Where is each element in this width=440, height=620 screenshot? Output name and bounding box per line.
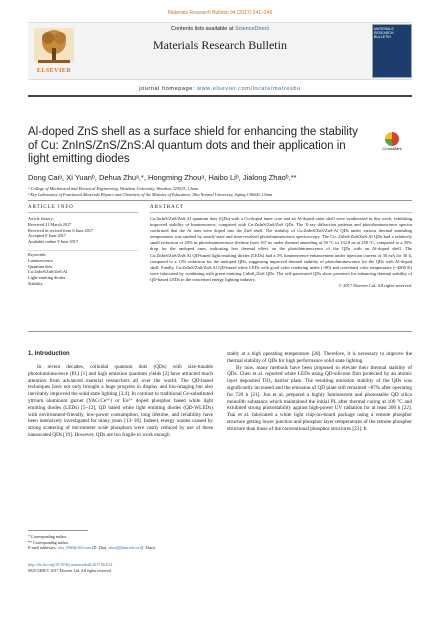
- publisher-name: ELSEVIER: [36, 68, 72, 74]
- keywords: [28, 252, 143, 287]
- email-end: (J. Zhao).: [139, 545, 156, 550]
- keyword: Stability: [28, 280, 43, 286]
- accepted-date: Accepted 8 June 2017: [28, 233, 67, 239]
- body-rule: [28, 331, 412, 332]
- article-title: Al-doped ZnS shell as a surface shield for enhancing the stability of Cu: ZnInS/ZnS/ZnS:Al quantum dots and their application in light emitting diodes: [28, 126, 358, 165]
- section-rule: [28, 200, 412, 201]
- elsevier-tree-logo: [30, 24, 78, 74]
- keyword: Light-emitting diodes: [28, 275, 66, 281]
- article-info-rule: [28, 212, 138, 213]
- revised-date: Received in revised form 6 June 2017: [28, 227, 94, 233]
- footnote-rule: [28, 530, 88, 531]
- issn-line: 0025-5408/© 2017 Elsevier Ltd. All rights reserved.: [28, 567, 112, 573]
- paragraph: stably at a high operating temperature [20]. Therefore, it is necessary to improve the thermal stability of QDs for high performance solid state lighting.: [227, 351, 412, 364]
- history-label: Article history:: [28, 216, 55, 221]
- email-prefix: E-mail addresses:: [28, 545, 58, 550]
- author-list: Dong Caiᵃ, Xi Yuanᵇ, Dehua Zhuᵃ,*, Hongming Zhouᵃ, Haibo Liᵇ, Jialong Zhaoᵇ,**: [28, 173, 297, 182]
- abstract-heading: ABSTRACT: [150, 205, 185, 210]
- abstract-text: Cu:ZnInS/ZnS/ZnS:Al quantum dots (QDs) with a Cu-doped inner core and an Al-doped outer shell were synthesized in this work, exhibiting improved stability of luminescence, compared with Cu:ZnInS/ZnS/ZnS QDs. The X-ray diffraction patterns and photoluminescence spectra confirmed that the Al ions were doped into the ZnS shell. The stability of Cu:ZnInS/ZnS/ZnS:Al QDs under various thermal annealing temperatures was studied by steady-state and time-resolved photoluminescence spectroscopy. The Cu: ZnInS/ZnS/ZnS:Al QDs had a relatively small reduction of 20% in photoluminescence lifetime from 167 ns under thermal annealing at 50 °C to 132.8 ns at 250 °C, compared to a 35% drop for the undoped ones, indicating less thermal effect on the photoluminescence of the QDs with an Al-doped shell. The Cu:ZnInS/ZnS/ZnS:Al QD-based light emitting diodes (LEDs) had a 3% luminescence enhancement under injection current of 30 mA for 30 h, compared to a 13% reduction for the undoped QDs, suggesting improved thermal stability of photoluminescence for the QDs with Al-doped shell. Finally, Cu:ZnInS/ZnS/ZnS:Al QD-based white LEDs with good color rendering index (>80) and correlated color temperature (~4500 K) were fabricated by combining with green emitting CuInS₂/ZnS QDs. The self-passivated QDs show promises for enhancing thermal stability of QD-based LEDs in the concerned energy lighting industry.: [150, 216, 412, 282]
- copyright-notice: © 2017 Elsevier Ltd. All rights reserved.: [338, 283, 412, 289]
- homepage-link[interactable]: www.elsevier.com/locate/matresbu: [197, 86, 301, 92]
- doi-link[interactable]: http://dx.doi.org/10.1016/j.materresbull.2017.06.012: [28, 562, 113, 567]
- keywords-label: Keywords:: [28, 252, 47, 257]
- contents-line: [100, 26, 340, 32]
- footnote-corresponding-1: * Corresponding author.: [28, 534, 67, 539]
- body-column-left: In recent decades, colloidal quantum dots (QDs) with size-tunable photoluminescence (PL) [1] and high emission quantum yields [2] have attracted much attention from advanced material researchers all over the world. The QD-based techniques have not only brought a huge progress in display and bio-imaging but also inevitably improved the solid state lighting [3,4]. In contrast to traditional Ce-substituted yttrium aluminum garnet (YAG:Ce³⁺) or Eu²⁺ doped phosphor based white light emitting diodes (LEDs) [5–12], QD based white light emitting diodes (QD-WLEDs) with environment-friendly, low-power consumption, long lifetime, and reliability have been intensively investigated for many years [13–18]. Indeed, energy wastes caused by strong scattering of micrometer scale phosphors were vastly reduced by use of these nanoscaled QDs [19]. However, QDs are too fragile to work enough: [28, 364, 213, 438]
- affiliation-b: ᵇ Key Laboratory of Functional Materials Physics and Chemistry of the Ministry of Education, Jilin Normal University, Siping 136000, China: [28, 192, 273, 197]
- crossmark-label: CrossMark: [382, 146, 402, 151]
- homepage-prefix: journal homepage:: [139, 86, 198, 92]
- introduction-heading: 1. Introduction: [28, 351, 70, 357]
- body-column-right: [227, 351, 412, 433]
- received-date: Received 21 March 2017: [28, 221, 72, 227]
- online-date: Available online 9 June 2017: [28, 239, 79, 245]
- journal-homepage: [0, 86, 440, 92]
- affiliations: [28, 186, 412, 198]
- keywords-rule: [28, 250, 138, 251]
- paragraph: By now, many methods have been proposed to elevate their thermal stability of QDs. Chen et al. reported white LEDs using QD-silicone film protected by an atomic layer deposited TiO₂ barrier plate. The resulting emission stability of the QDs was significantly increased and the emission of QD plate still remained ~87% after operating for 720 h [21]. Jun et al. prepared a highly luminescent and photostable QD silica monolith substance which maintained the initial PL after thermal curing at 100 °C and exhibited strong photostability against high-power UV radiation for at least 200 h [22]. Tsai et al. fabricated a white light chip-on-board package using a remote phosphor structure getting lower junction and phosphor layer temperatures of the remote phosphor structure than those of the conventional phosphor structures [23]. It: [227, 364, 412, 432]
- header-rule: [28, 95, 412, 97]
- footnotes: [28, 534, 228, 551]
- email-link-zhao[interactable]: zhaojl@jlnu.edu.cn: [108, 545, 140, 550]
- article-history: [28, 216, 143, 245]
- footnote-corresponding-2: ** Corresponding author.: [28, 539, 69, 545]
- contents-prefix: Contents lists available at: [171, 26, 235, 32]
- email-sep: (D. Zhu),: [91, 545, 109, 550]
- keyword: Luminescence: [28, 257, 53, 263]
- sciencedirect-link[interactable]: ScienceDirect: [234, 26, 269, 32]
- cover-title: MATERIALS RESEARCH BULLETIN: [374, 27, 394, 39]
- journal-title: Materials Research Bulletin: [153, 38, 287, 52]
- keyword: Quantum dots: [28, 263, 53, 269]
- abstract-rule: [150, 212, 412, 213]
- crossmark-icon: [385, 132, 399, 146]
- journal-reference: Materials Research Bulletin 94 (2017) 241–246: [167, 10, 273, 16]
- email-line: [28, 545, 228, 551]
- crossmark-badge[interactable]: [372, 132, 412, 151]
- affiliation-a: ᵃ College of Mechanical and Electrical Engineering, Wenzhou University, Wenzhou 325035, China: [28, 186, 199, 191]
- email-link-zhu[interactable]: zhu_5960@163.com: [57, 545, 92, 550]
- abstract-body: [150, 216, 412, 289]
- keyword: Cu:ZnInS/ZnS/ZnS:Al: [28, 269, 68, 275]
- doi-block: [28, 562, 248, 573]
- article-info-heading: ARTICLE INFO: [28, 205, 74, 210]
